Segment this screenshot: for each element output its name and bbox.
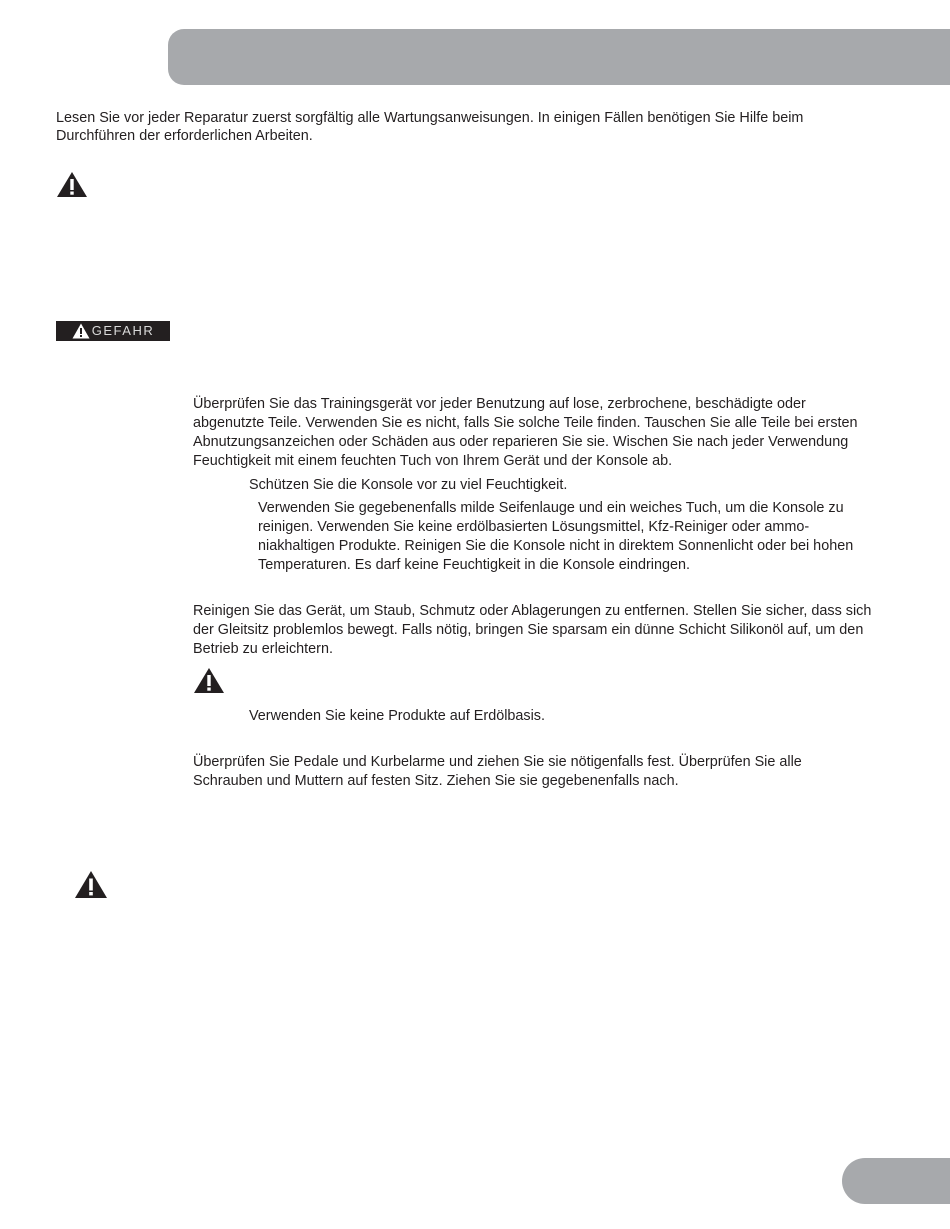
- page-number-tab: [842, 1158, 950, 1204]
- warning-triangle-icon: [72, 323, 90, 339]
- cleaning-paragraph: Reinigen Sie das Gerät, um Staub, Schmutz oder Ablagerungen zu entfernen. Stellen Sie sicher, dass sich der Gleitsitz problemlos bewegt. Falls nötig, bringen Sie sparsam ein dünne Schicht Silikonöl auf, um den Betrieb zu erleichtern.: [193, 603, 872, 657]
- petroleum-warning: Verwenden Sie keine Produkte auf Erdölbasis.: [249, 708, 545, 724]
- cleaning-detail: Verwenden Sie gegebenenfalls milde Seifenlauge und ein weiches Tuch, um die Konsole zu reinigen. Verwenden Sie keine erdölbasierten Lösungsmittel, Kfz-Reiniger oder ammoniakhaltigen Produkte. Reinigen Sie die Konsole nicht in direktem Sonnenlicht oder bei hohen Temperaturen. Es darf keine Feuchtigkeit in die Konsole eindringen.: [258, 500, 854, 573]
- warning-triangle-icon: [56, 171, 88, 198]
- header-bar: [168, 29, 950, 85]
- warning-triangle-icon: [193, 667, 225, 694]
- inspection-paragraph: Überprüfen Sie das Trainingsgerät vor jeder Benutzung auf lose, zerbrochene, beschädigte oder abgenutzte Teile. Verwenden Sie es nicht, falls Sie solche Teile finden. Tauschen Sie alle Teile bei ersten Abnutzungsanzeichen oder Schäden aus oder reparieren Sie sie. Wischen Sie nach jeder Verwendung Feuchtigkeit mit einem feuchten Tuch von Ihrem Gerät und der Konsole ab.: [193, 396, 858, 469]
- pedals-paragraph: Überprüfen Sie Pedale und Kurbelarme und ziehen Sie sie nötigenfalls fest. Überprüfen Sie alle Schrauben und Muttern auf festen Sitz. Ziehen Sie sie gegebenenfalls nach.: [193, 754, 802, 789]
- console-note: Schützen Sie die Konsole vor zu viel Feuchtigkeit.: [249, 477, 568, 493]
- intro-paragraph: Lesen Sie vor jeder Reparatur zuerst sorgfältig alle Wartungsanweisungen. In einigen Fällen benötigen Sie Hilfe beim Durchführen der erforderlichen Arbeiten.: [56, 110, 804, 144]
- danger-label: [56, 321, 170, 341]
- danger-label-text: GEFAHR: [91, 323, 155, 338]
- warning-triangle-icon: [74, 870, 108, 899]
